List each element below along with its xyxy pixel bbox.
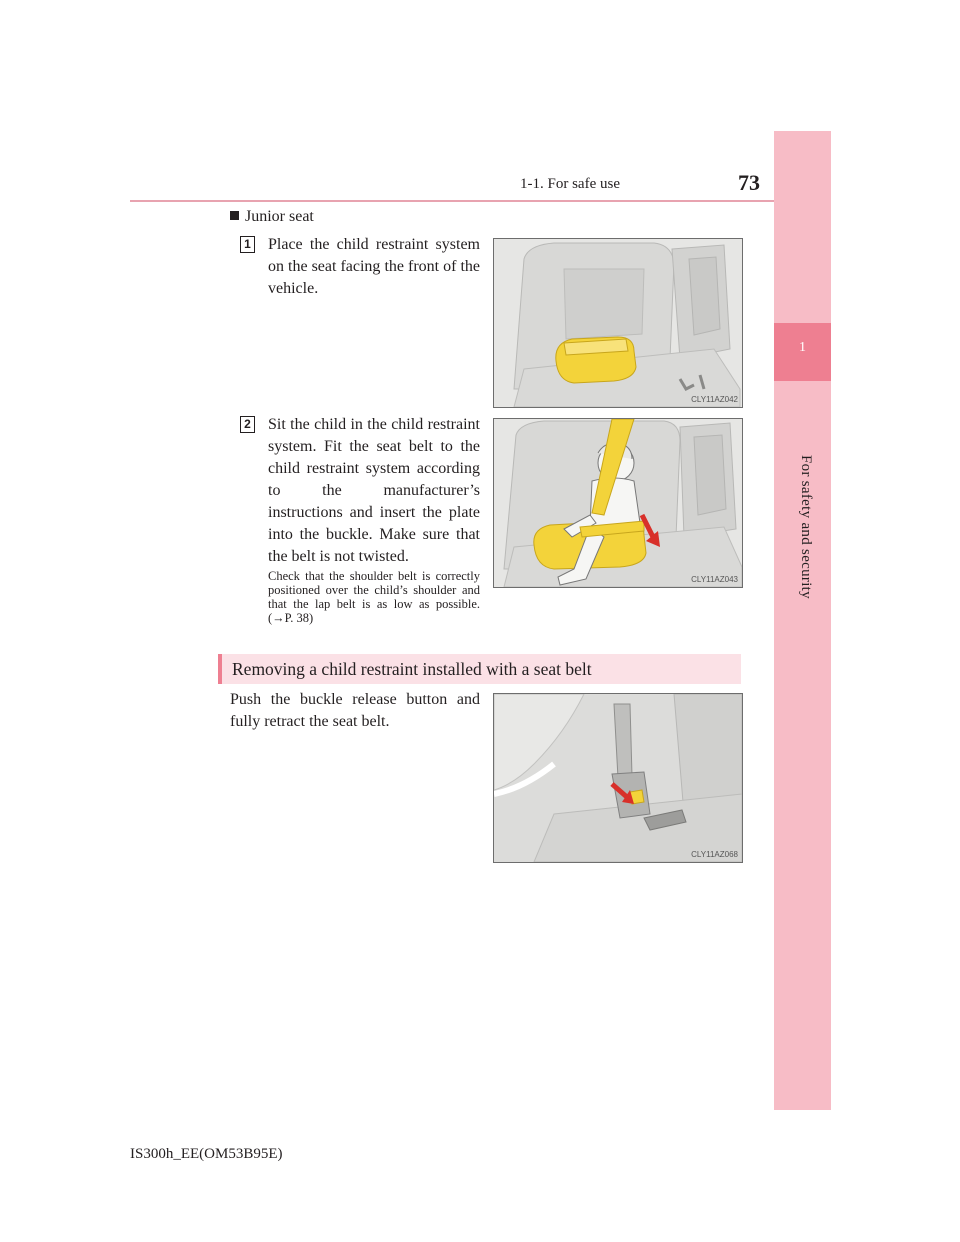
buckle-release-illustration	[494, 694, 742, 862]
header-rule	[130, 200, 830, 202]
junior-seat-title-text: Junior seat	[245, 208, 314, 225]
junior-seat-title	[230, 208, 314, 226]
step-number-1: 1	[240, 236, 255, 253]
figure-buckle-release	[493, 693, 743, 863]
step-2-text: Sit the child in the child restraint system. Fit the seat belt to the child restraint system according to the manufacturer’s instructions and insert the plate into the buckle. Make sure that the belt is not twisted.	[268, 416, 480, 565]
page-number: 73	[738, 170, 760, 195]
step-number-2: 2	[240, 416, 255, 433]
chapter-title: For safety and security	[798, 455, 814, 599]
running-header-section: 1-1. For safe use	[520, 176, 620, 192]
figure-code: CLY11AZ043	[691, 575, 738, 584]
step-1-text: Place the child restraint system on the seat facing the front of the vehicle.	[268, 236, 480, 297]
section-heading-text: Removing a child restraint installed with a seat belt	[232, 659, 592, 679]
figure-code: CLY11AZ068	[691, 850, 738, 859]
footer-model-code: IS300h_EE(OM53B95E)	[130, 1146, 283, 1162]
figure-code: CLY11AZ042	[691, 395, 738, 404]
step-2-note: Check that the shoulder belt is correctly positioned over the child’s shoulder and that the lap belt is as low as possible. (→P. 38)	[268, 569, 480, 625]
figure-booster-on-seat	[493, 238, 743, 408]
square-bullet-icon	[230, 211, 239, 220]
booster-seat-illustration	[494, 239, 742, 407]
section-heading-removing	[218, 654, 741, 684]
removing-text: Push the buckle release button and fully retract the seat belt.	[230, 691, 480, 730]
chapter-number: 1	[799, 340, 806, 355]
child-seated-illustration	[494, 419, 742, 587]
figure-child-seated	[493, 418, 743, 588]
